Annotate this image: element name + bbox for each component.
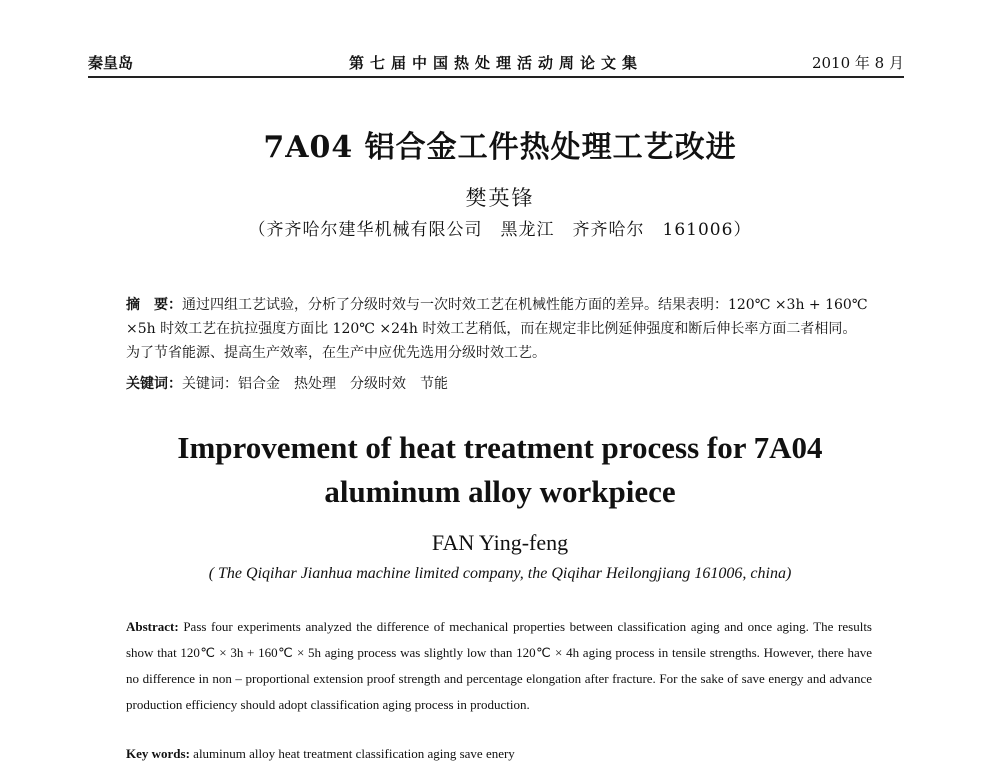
chinese-author: 樊英锋 bbox=[465, 186, 535, 210]
english-title bbox=[0, 426, 1000, 514]
chinese-abstract-text: 通过四组工艺试验，分析了分级时效与一次时效工艺在机械性能方面的差异。结果表明：120℃ ×3h + 160℃ ×5h 时效工艺在抗拉强度方面比 120℃ ×24h 时效工艺稍低，而在规定非比例延伸强度和断后伸长率方面二者相同。为了节省能源、提高生产效率，在生产中应优先选用分级时效工艺。 bbox=[126, 297, 868, 361]
chinese-keywords-text: 关键词：铝合金 热处理 分级时效 节能 bbox=[182, 376, 448, 392]
english-title-line-2: aluminum alloy workpiece bbox=[324, 474, 676, 509]
chinese-abstract-label: 摘 要： bbox=[126, 297, 182, 313]
english-keywords-label: Key words: bbox=[126, 746, 190, 761]
chinese-keywords bbox=[126, 372, 870, 396]
english-keywords bbox=[126, 744, 872, 764]
running-header bbox=[88, 50, 904, 78]
chinese-title: 7A04 铝合金工件热处理工艺改进 bbox=[263, 130, 737, 165]
english-abstract-text: Pass four experiments analyzed the difference of mechanical properties between classification aging and once aging. The results show that 120℃ × 3h + 160℃ × 5h aging process was slightly low than 120℃ × 4h aging process in tensile strengths. However, there have no difference in non – proportional extension proof strength and percentage elongation after fracture. For the sake of save energy and advance production efficiency should adopt classification aging process in production. bbox=[126, 619, 872, 712]
chinese-abstract bbox=[126, 293, 870, 365]
english-abstract bbox=[126, 614, 872, 718]
english-abstract-label: Abstract: bbox=[126, 619, 179, 634]
chinese-keywords-label: 关键词： bbox=[126, 376, 182, 392]
header-proceedings-title: 第七届中国热处理活动周论文集 bbox=[348, 54, 643, 72]
english-keywords-text: aluminum alloy heat treatment classification aging save enery bbox=[193, 746, 515, 761]
header-location: 秦皇岛 bbox=[88, 54, 134, 72]
english-title-line-1: Improvement of heat treatment process for 7A04 bbox=[177, 430, 823, 465]
chinese-affiliation: （齐齐哈尔建华机械有限公司 黑龙江 齐齐哈尔 161006） bbox=[248, 220, 752, 240]
header-date: 2010 年 8 月 bbox=[811, 54, 904, 72]
english-affiliation: ( The Qiqihar Jianhua machine limited company, the Qiqihar Heilongjiang 161006, china) bbox=[208, 565, 792, 582]
english-author: FAN Ying-feng bbox=[431, 530, 569, 555]
